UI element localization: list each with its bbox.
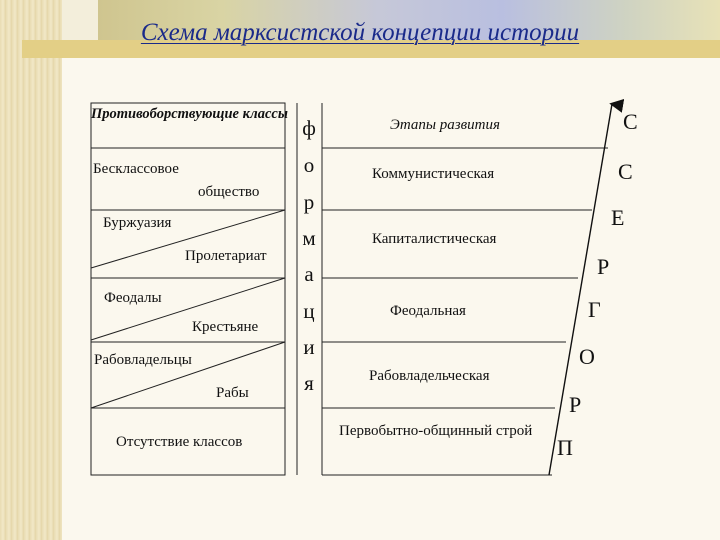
class-peasants: Крестьяне [192, 319, 259, 335]
formation-letter: ф [302, 116, 316, 140]
arrow-letter: С [623, 109, 638, 134]
class-none: Отсутствие классов [116, 434, 243, 450]
class-proletariat: Пролетариат [185, 248, 267, 264]
class-classless-top: Бесклассовое [93, 161, 179, 177]
page-title: Схема марксистской концепции истории [140, 19, 580, 46]
arrow-letter: Е [611, 205, 625, 230]
formation-letter: я [304, 371, 314, 395]
development-arrow [549, 104, 612, 475]
class-feudals: Феодалы [104, 290, 162, 306]
stage-slave: Рабовладельческая [369, 368, 490, 384]
stage-capitalist: Капиталистическая [372, 231, 497, 247]
class-slaves: Рабы [216, 385, 249, 401]
class-slaveowners: Рабовладельцы [94, 352, 192, 368]
formation-letter: р [303, 190, 315, 214]
formation-letter: а [304, 262, 314, 286]
arrow-letter: П [557, 435, 573, 460]
arrow-letter: Г [588, 297, 601, 322]
formation-letter: м [302, 226, 316, 250]
stage-primitive: Первобытно-общинный строй [339, 423, 533, 439]
arrow-letter: Р [597, 254, 610, 279]
stage-communist: Коммунистическая [372, 166, 495, 182]
stage-feudal: Феодальная [390, 303, 466, 319]
formation-letter: ц [303, 299, 315, 323]
arrow-letter: С [618, 159, 633, 184]
class-classless-bottom: общество [198, 184, 260, 200]
formation-letter: и [303, 335, 315, 359]
right-column-header: Этапы развития [390, 117, 500, 133]
arrow-letter: О [579, 344, 595, 369]
formation-letter: о [303, 153, 315, 177]
left-column-header: Противоборствующие классы [91, 106, 288, 122]
arrow-letter: Р [569, 392, 582, 417]
class-bourgeoisie: Буржуазия [103, 215, 172, 231]
